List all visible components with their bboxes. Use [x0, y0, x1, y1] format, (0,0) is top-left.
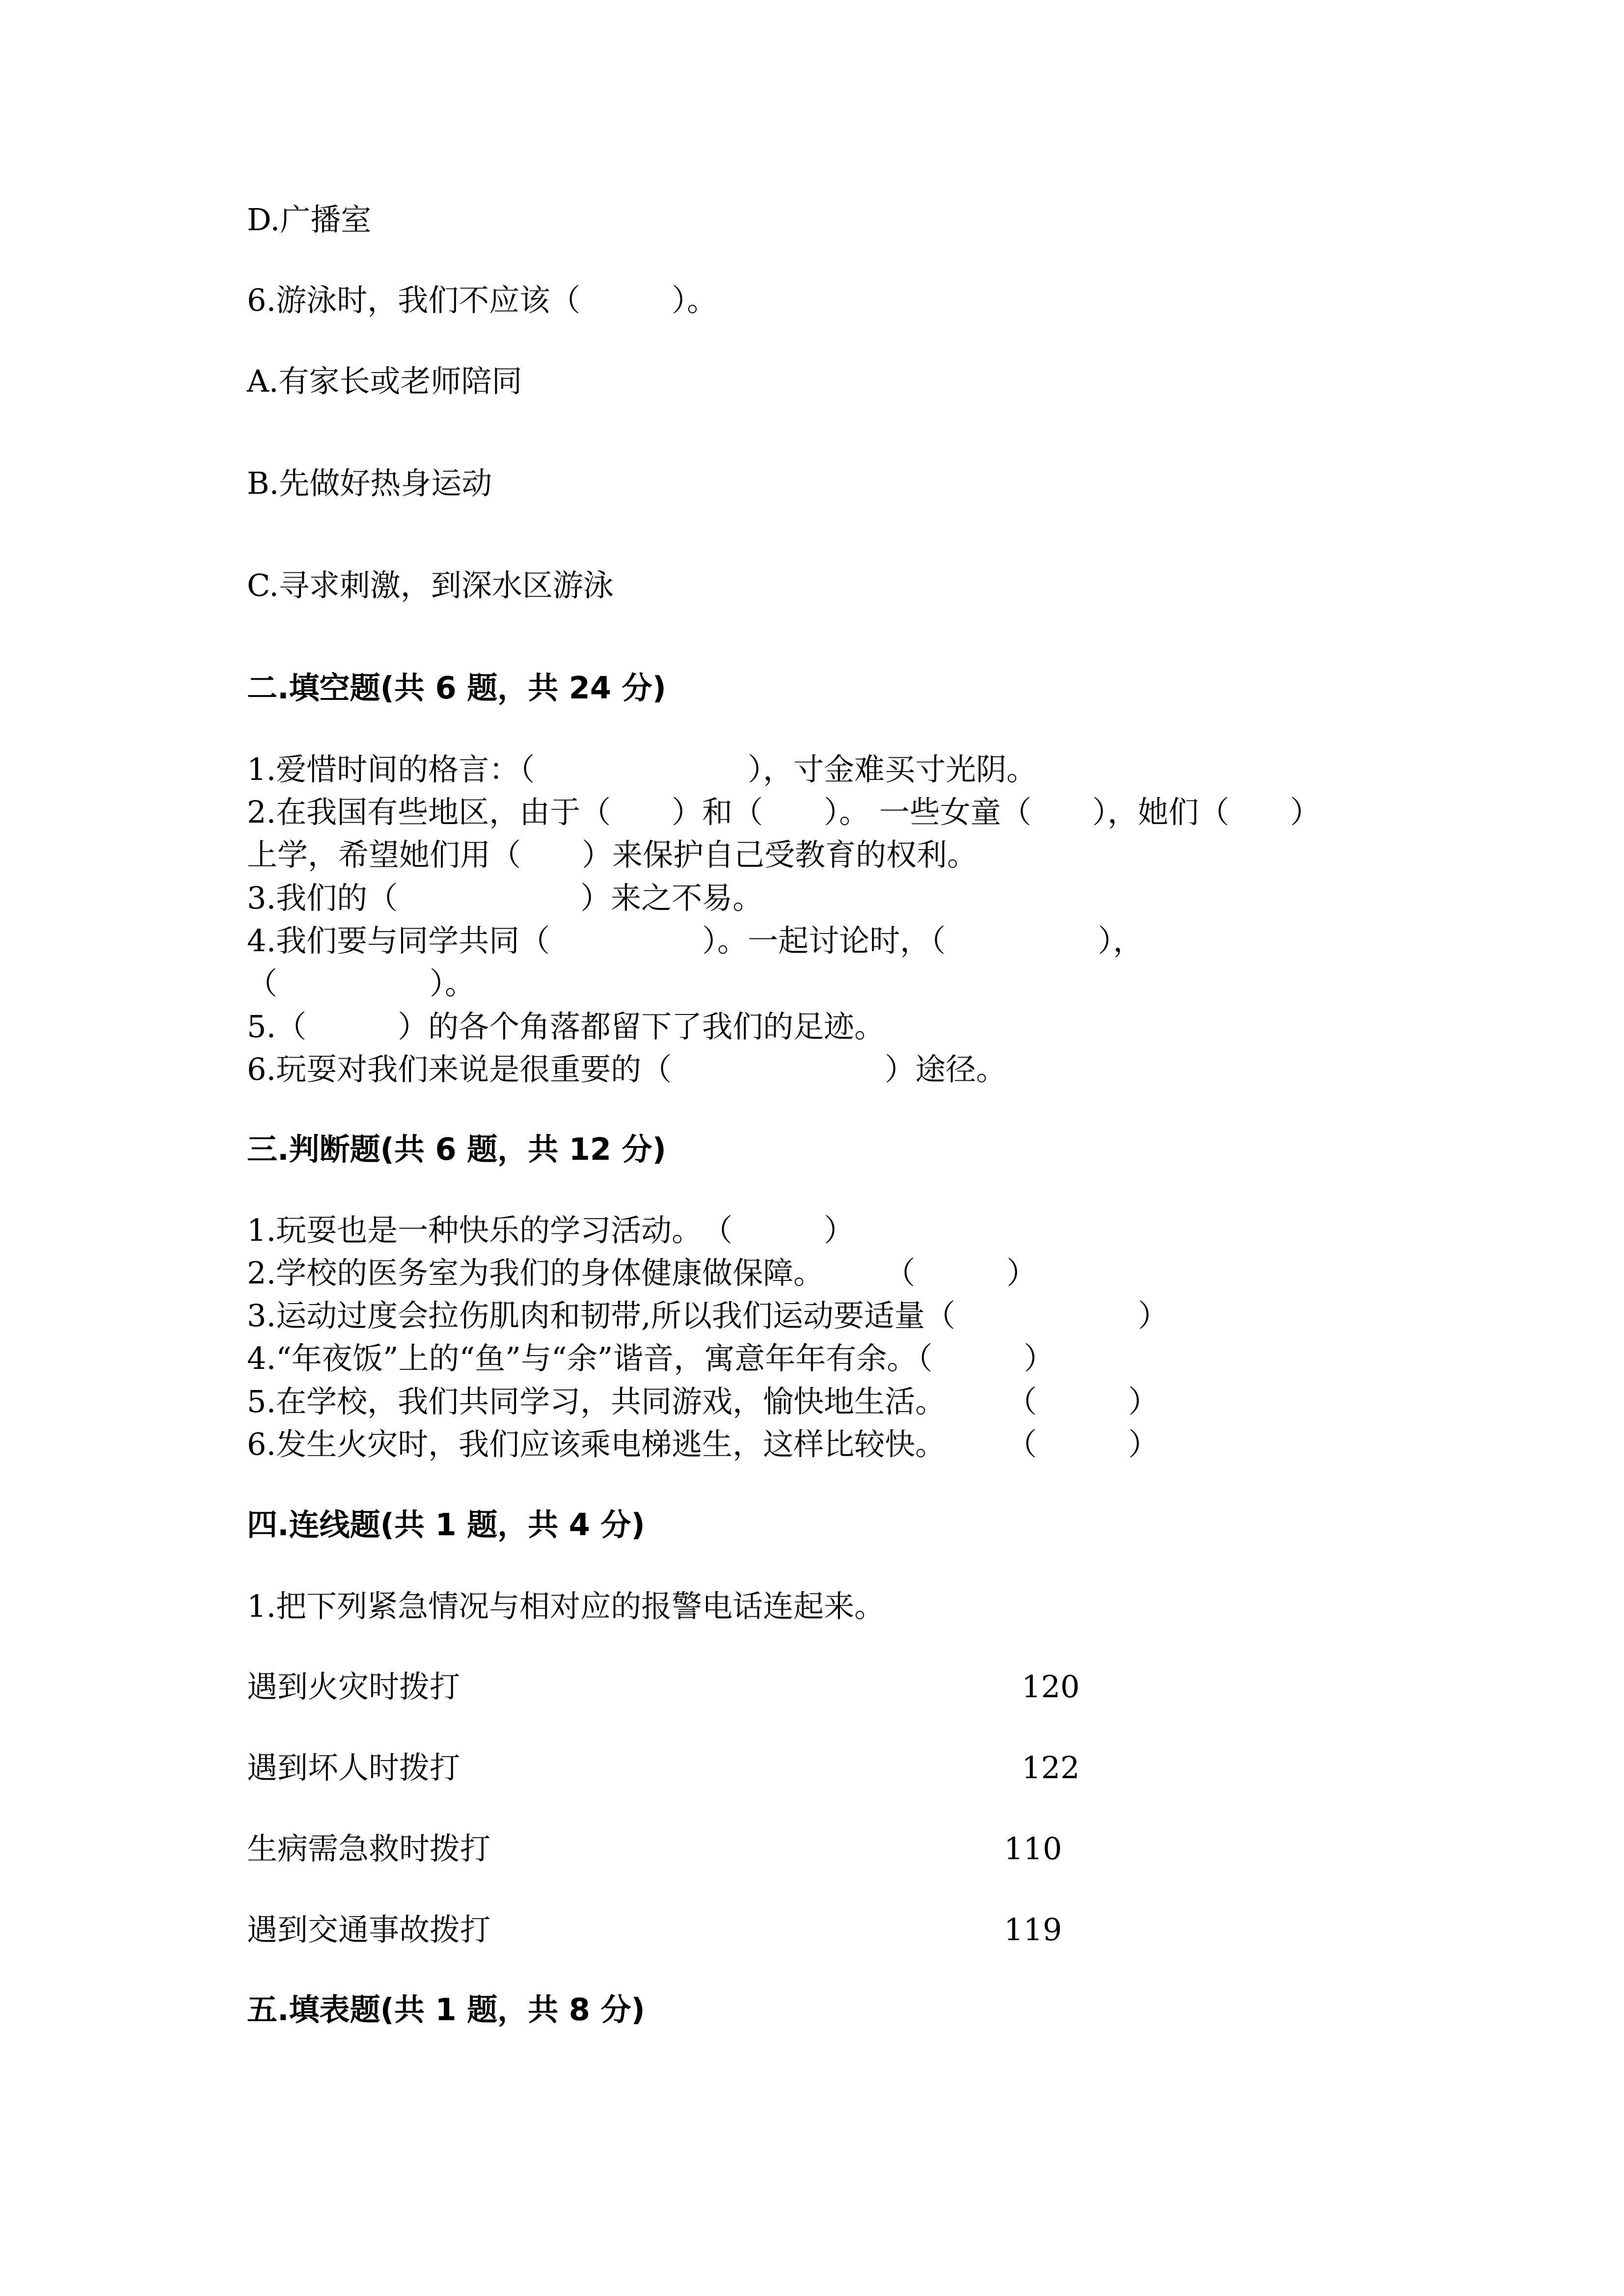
- option-b: B.先做好热身运动: [247, 465, 492, 501]
- section-heading-matching: 四.连线题(共 1 题，共 4 分): [247, 1507, 645, 1543]
- judge-line-3: 3.运动过度会拉伤肌肉和韧带,所以我们运动要适量（ ）: [247, 1298, 1168, 1334]
- fill-line-5: 5.（ ）的各个角落都留下了我们的足迹。: [247, 1009, 885, 1044]
- fill-line-6: 6.玩耍对我们来说是很重要的（ ）途径。: [247, 1051, 1007, 1087]
- matching-left-item: 遇到交通事故拨打: [247, 1912, 491, 1948]
- fill-line-3: 3.我们的（ ）来之不易。: [247, 880, 763, 916]
- section-heading-true-false: 三.判断题(共 6 题，共 12 分): [247, 1131, 666, 1167]
- option-a: A.有家长或老师陪同: [247, 363, 522, 399]
- fill-line-2-cont: 上学，希望她们用（ ）来保护自己受教育的权利。: [247, 837, 978, 873]
- judge-line-2: 2.学校的医务室为我们的身体健康做保障。 （ ）: [247, 1255, 1037, 1291]
- matching-right-number: 122: [1022, 1750, 1080, 1786]
- fill-line-1: 1.爱惜时间的格言：（ ），寸金难买寸光阴。: [247, 751, 1037, 787]
- option-d: D.广播室: [247, 202, 372, 238]
- judge-line-4: 4.“年夜饭”上的“鱼”与“余”谐音，寓意年年有余。（ ）: [247, 1340, 1055, 1376]
- section-heading-table-fill: 五.填表题(共 1 题，共 8 分): [247, 1992, 645, 2028]
- matching-row: [247, 1829, 1180, 1869]
- matching-right-number: 120: [1022, 1669, 1080, 1705]
- matching-row: [247, 1748, 1180, 1788]
- judge-line-1: 1.玩耍也是一种快乐的学习活动。 （ ）: [247, 1212, 855, 1248]
- matching-row: [247, 1667, 1180, 1707]
- matching-question-1: 1.把下列紧急情况与相对应的报警电话连起来。: [247, 1588, 885, 1624]
- matching-right-number: 110: [1004, 1831, 1062, 1867]
- option-c: C.寻求刺激，到深水区游泳: [247, 567, 614, 603]
- matching-left-item: 遇到坏人时拨打: [247, 1750, 460, 1786]
- matching-left-item: 遇到火灾时拨打: [247, 1669, 460, 1705]
- matching-left-item: 生病需急救时拨打: [247, 1831, 491, 1867]
- judge-line-6: 6.发生火灾时，我们应该乘电梯逃生，这样比较快。 （ ）: [247, 1426, 1159, 1462]
- section-heading-fill-blank: 二.填空题(共 6 题，共 24 分): [247, 670, 666, 706]
- question-6: 6.游泳时，我们不应该（ ）。: [247, 282, 718, 318]
- judge-line-5: 5.在学校，我们共同学习，共同游戏，愉快地生活。 （ ）: [247, 1384, 1159, 1419]
- matching-right-number: 119: [1004, 1912, 1062, 1948]
- fill-line-2: 2.在我国有些地区，由于（ ）和（ ）。 一些女童（ ），她们（ ）: [247, 794, 1321, 830]
- fill-line-4: 4.我们要与同学共同（ ）。一起讨论时，（ ），: [247, 923, 1144, 959]
- fill-line-4-cont: （ ）。: [247, 965, 476, 1001]
- matching-row: [247, 1910, 1180, 1949]
